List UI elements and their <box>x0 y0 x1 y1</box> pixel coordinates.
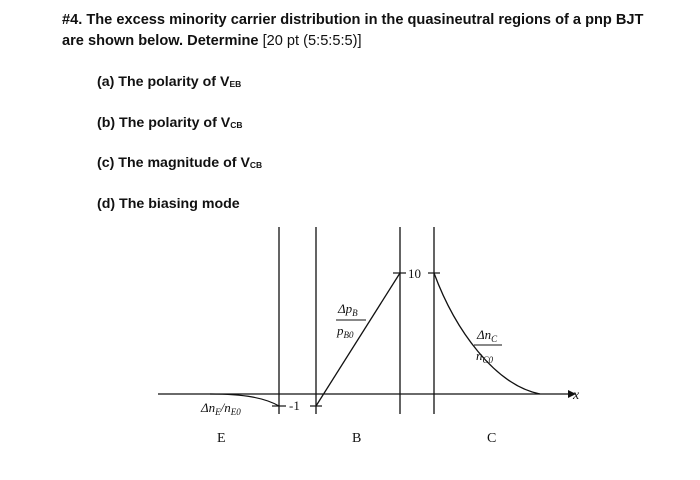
region-label-collector: C <box>487 431 497 446</box>
base-ratio-denominator: $p_{B0}$ <box>337 323 354 340</box>
question-points: [20 pt (5:5:5:5)] <box>262 33 362 49</box>
value-label-minus-1: -1 <box>289 398 300 413</box>
region-label-base: B <box>352 431 362 446</box>
region-label-emitter: E <box>217 431 226 446</box>
part-b: (b) The polarity of VCB <box>97 115 243 131</box>
x-axis-label: x <box>573 388 580 403</box>
part-a: (a) The polarity of VEB <box>97 74 242 90</box>
value-label-10: 10 <box>408 266 421 281</box>
part-d: (d) The biasing mode <box>97 196 240 212</box>
base-line <box>316 273 400 406</box>
base-ratio-numerator: $\Delta p_B$ <box>338 301 358 318</box>
part-c: (c) The magnitude of VCB <box>97 155 263 171</box>
collector-ratio-denominator: $n_{C0}$ <box>476 348 494 365</box>
collector-ratio-numerator: $\Delta n_C$ <box>477 327 498 344</box>
emitter-ratio-label: $\Delta n_E/n_{E0}$ <box>201 400 241 417</box>
question-body: #4. The excess minority carrier distribution in the quasineutral regions of a pnp BJT are shown below. Determine <box>62 12 644 49</box>
